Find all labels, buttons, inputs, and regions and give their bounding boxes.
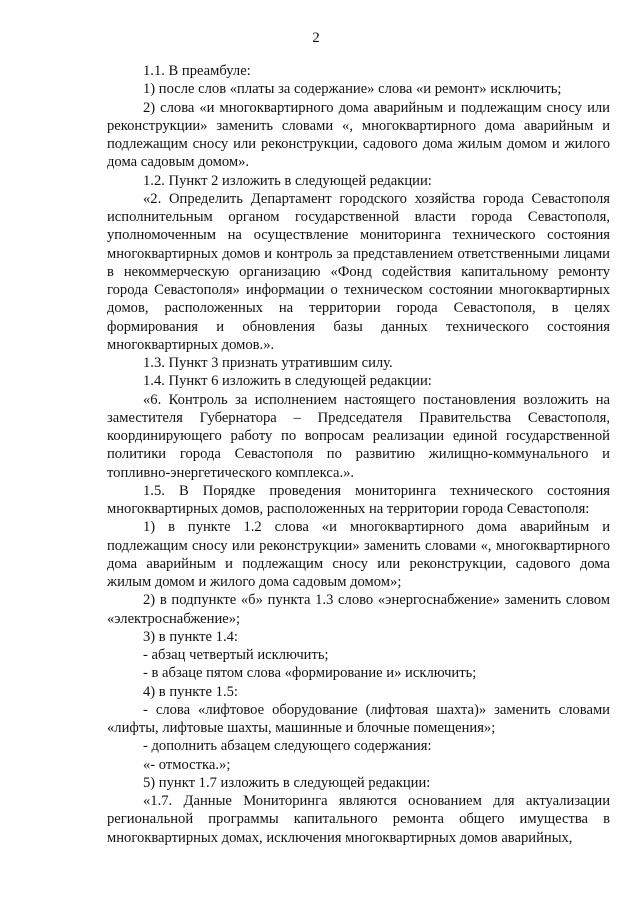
paragraph: 1.2. Пункт 2 изложить в следующей редакции: [143,172,432,189]
paragraph: - слова «лифтовое оборудование (лифтовая шахта)» заменить словами «лифты, лифтовые шахты, машинные и блочные помещения»; [107,701,610,736]
paragraph: 1.4. Пункт 6 изложить в следующей редакции: [143,373,432,390]
page-number: 2 [312,30,320,46]
paragraph: 1.3. Пункт 3 признать утратившим силу. [143,355,393,371]
paragraph: - дополнить абзацем следующего содержания: [143,738,432,755]
paragraph: 2) слова «и многоквартирного дома аварийным и подлежащим сносу или реконструкции» заменить словами «, многоквартирного дома аварийным и подлежащим сносу или реконструкции, садового дома жилым домом и жилого дома садовым домом». [107,99,610,171]
paragraph: 1) в пункте 1.2 слова «и многоквартирного дома аварийным и подлежащим сносу или реконструкции» заменить словами «, многоквартирного дома аварийным и подлежащим сносу или реконструкции, садового дома жилым домом и жилого дома садовым домом»; [107,519,610,590]
paragraph: - абзац четвертый исключить; [143,647,329,663]
paragraph: 2) в подпункте «б» пункта 1.3 слово «энергоснабжение» заменить словом «электроснабжение»; [107,592,610,627]
paragraph: - в абзаце пятом слова «формирование и» исключить; [143,665,477,682]
paragraph: 4) в пункте 1.5: [143,683,238,700]
paragraph: 1.5. В Порядке проведения мониторинга технического состояния многоквартирных домов, расположенных на территории города Севастополя: [107,482,610,517]
paragraph: 1.1. В преамбуле: [143,63,251,79]
paragraph: «2. Определить Департамент городского хозяйства города Севастополя исполнительным органом государственной власти города Севастополя, уполномоченным на осуществление мониторинга технического состояния многоквартирных домов и контроль за представлением ответственными лицами в некоммерческую организацию «Фонд содействия капитальному ремонту города Севастополя» информации о техническом состоянии многоквартирных домов, расположенных на территории города Севастополя, в целях формирования и обновления базы данных технического состояния многоквартирных домов.». [107,190,610,353]
paragraph: «6. Контроль за исполнением настоящего постановления возложить на заместителя Губернатора – Председателя Правительства Севастополя, координирующего работу по вопросам реализации единой государственной политики города Севастополя по развитию жилищно-коммунального и топливно-энергетического комплекса.». [107,391,610,481]
paragraph: 5) пункт 1.7 изложить в следующей редакции: [143,774,431,791]
paragraph: 1) после слов «платы за содержание» слова «и ремонт» исключить; [143,81,562,98]
paragraph: «1.7. Данные Мониторинга являются основанием для актуализации региональной программы капитального ремонта общего имущества в многоквартирных домах, исключения многоквартирных домов аварийных, [107,793,610,846]
paragraph: 3) в пункте 1.4: [143,628,238,645]
document-body [107,62,610,847]
paragraph: «- отмостка.»; [143,756,231,773]
